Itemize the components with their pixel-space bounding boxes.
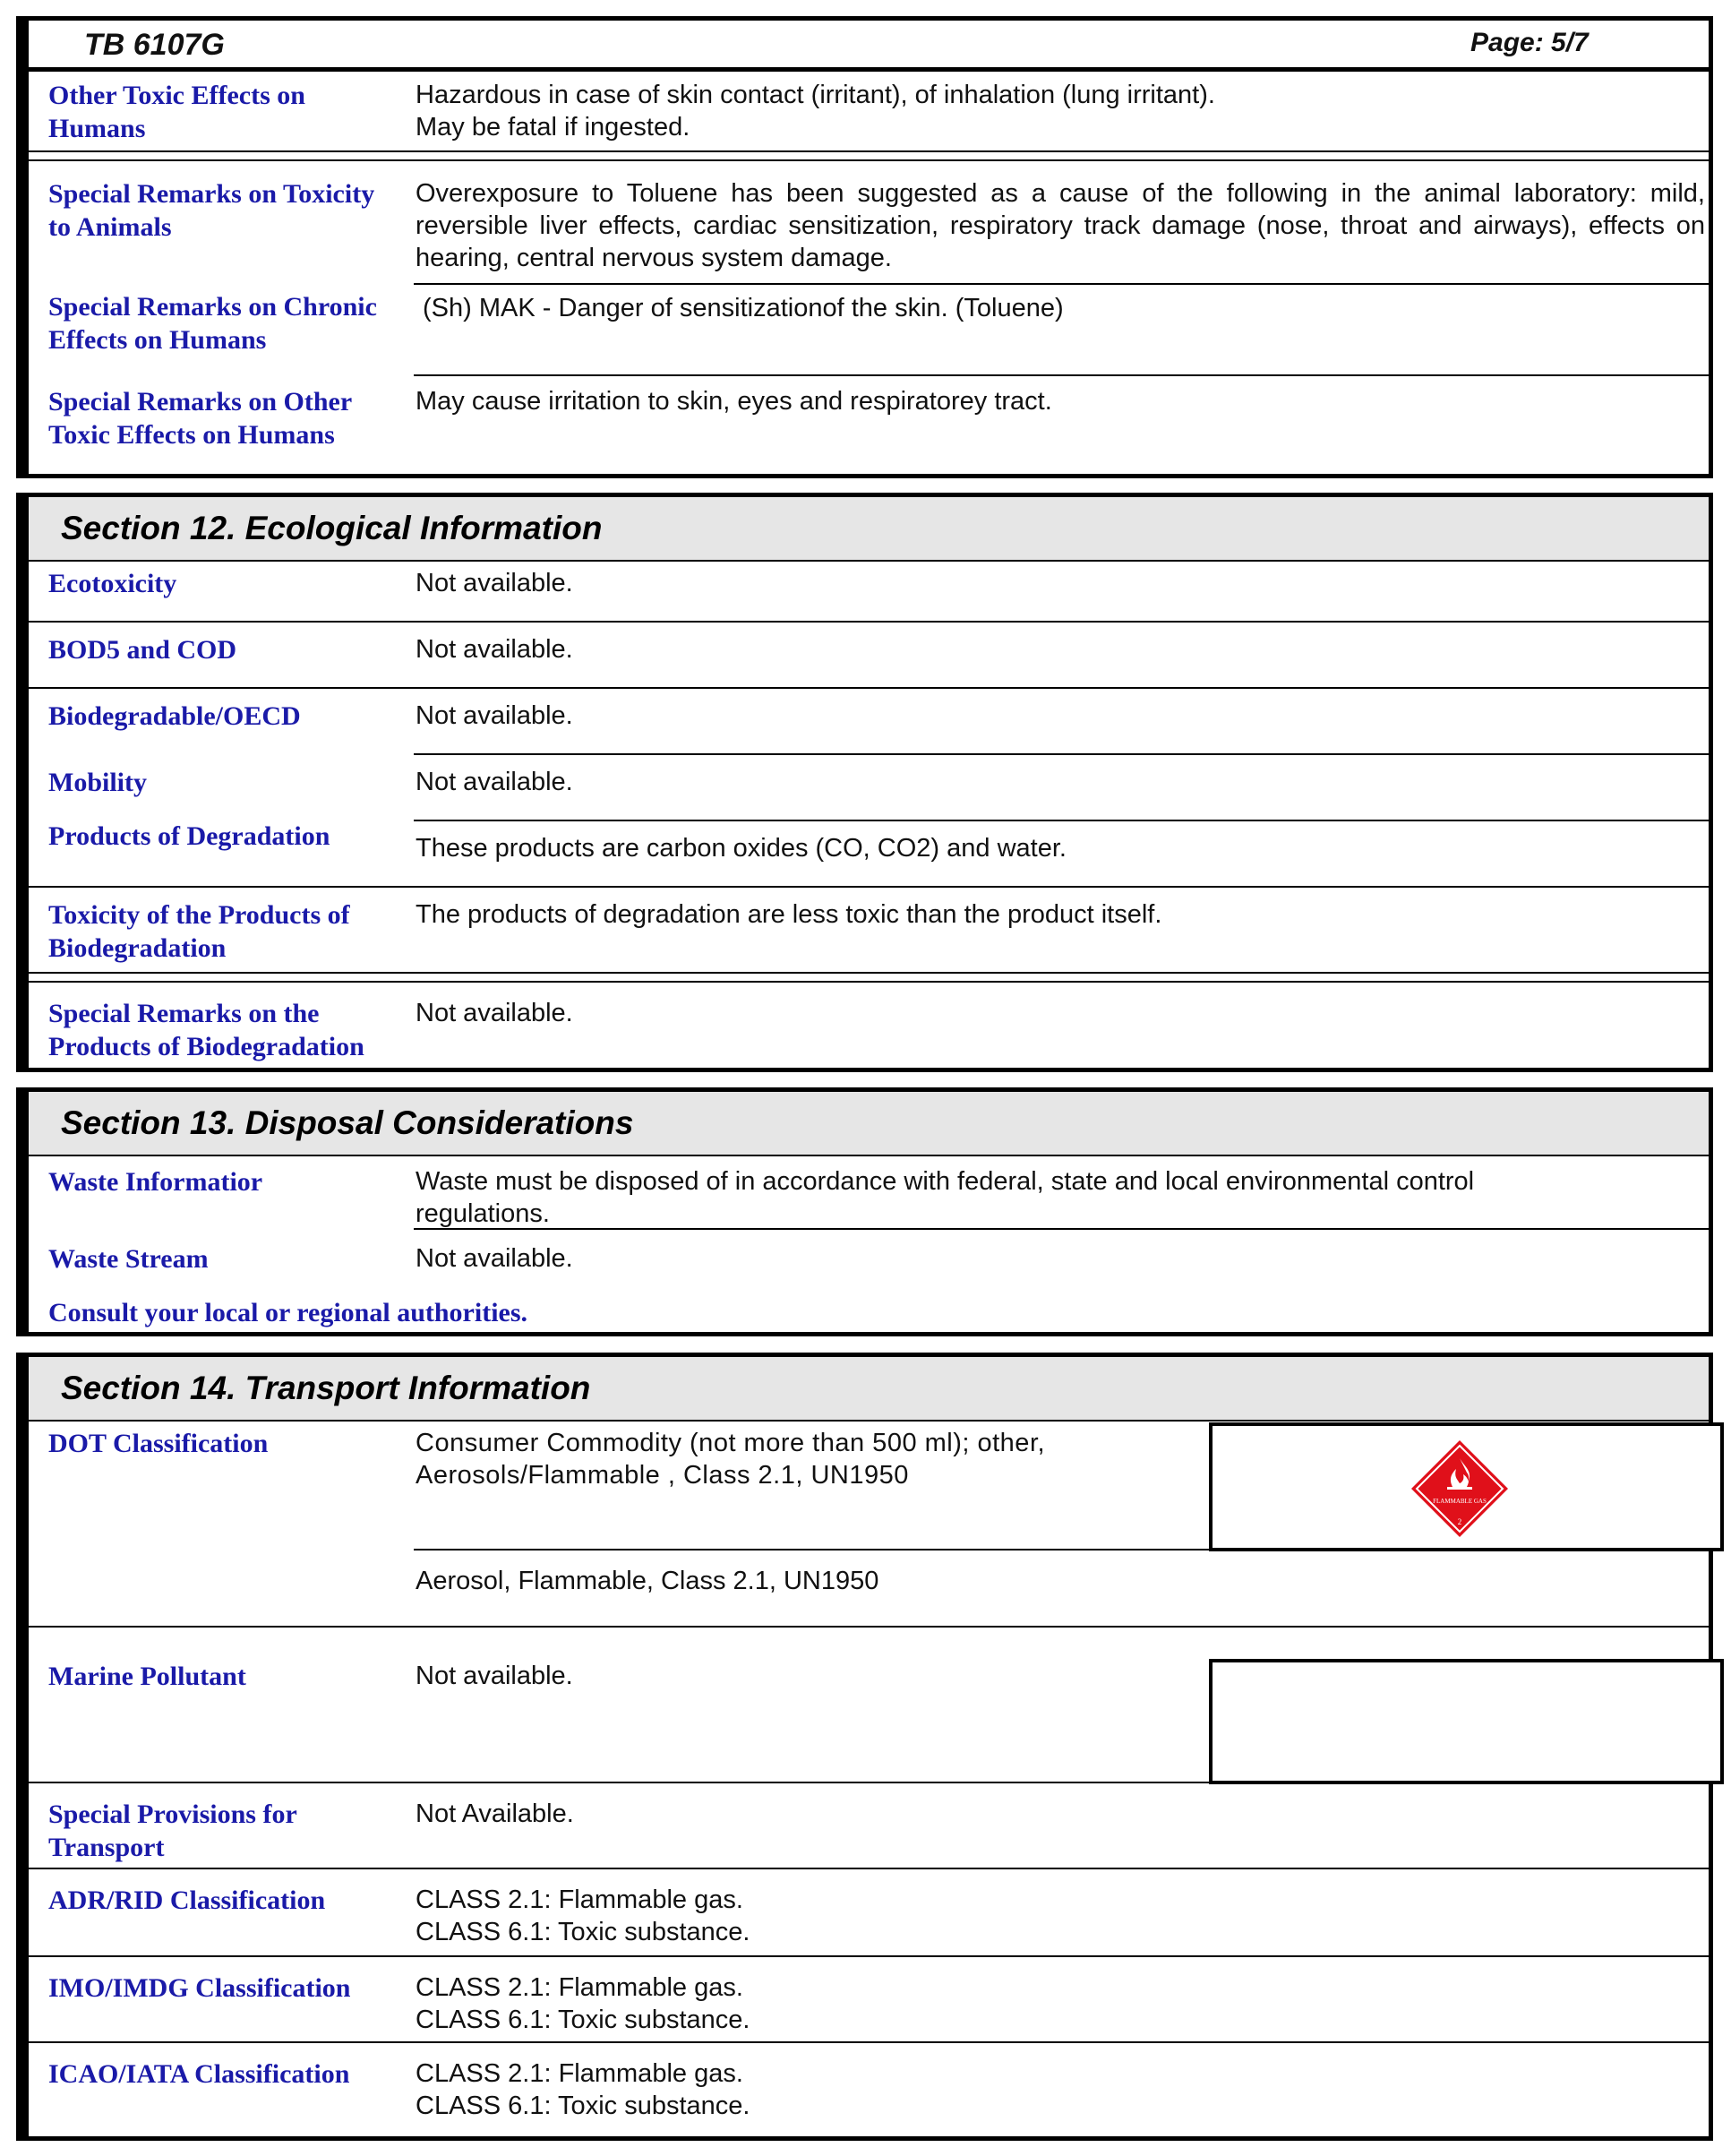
placard-class: 2 [1457,1517,1462,1526]
biodegradation-toxicity-value: The products of degradation are less toxic than the product itself. [416,900,1162,929]
page-header [16,16,1713,72]
degradation-products-value: These products are carbon oxides (CO, CO2) and water. [416,834,1067,863]
dot-classification-label: DOT Classification [48,1429,269,1458]
biodegradation-toxicity-label: Toxicity of the Products of Biodegradation [48,900,350,963]
chronic-effects-value: (Sh) MAK - Danger of sensitizationof the skin. (Toluene) [423,294,1064,322]
waste-stream-value: Not available. [416,1244,573,1273]
flammable-gas-placard-icon [1410,1439,1510,1539]
section-13 [16,1087,1713,1336]
toxicity-animals-value: Overexposure to Toluene has been suggested as a cause of the following in the animal laboratory: mild, reversible liver effects, cardiac sensitization, respiratory track damage (nose, throat and airways), effects on hearing, central nervous system damage. [416,179,1705,272]
divider [29,2041,1709,2043]
other-remarks-value: May cause irritation to skin, eyes and respiratorey tract. [416,387,1052,416]
special-provisions-value: Not Available. [416,1800,574,1828]
biodegradation-remarks-label: Special Remarks on the Products of Biodegradation [48,999,364,1061]
divider [29,886,1709,888]
divider [29,687,1709,689]
waste-stream-label: Waste Stream [48,1244,209,1274]
biodegradation-remarks-value: Not available. [416,999,573,1027]
page-number: Page: 5/7 [1470,28,1589,57]
divider [414,753,1709,755]
other-toxic-effects-label: Other Toxic Effects on Humans [48,81,305,143]
marine-pictogram-box [1209,1659,1724,1784]
biodegradable-label: Biodegradable/OECD [48,701,301,731]
section-title: Section 14. Transport Information [61,1370,591,1406]
ecotoxicity-label: Ecotoxicity [48,569,177,598]
divider [414,1228,1709,1230]
divider [29,1868,1709,1869]
imo-imdg-label: IMO/IMDG Classification [48,1973,351,2003]
toxicity-section [16,69,1713,478]
divider [29,150,1709,152]
flammable-gas-placard-svg [1410,1439,1510,1539]
divider [29,1626,1709,1628]
divider [29,1955,1709,1957]
mobility-value: Not available. [416,768,573,796]
section-header [29,1357,1709,1422]
bod5-cod-value: Not available. [416,635,573,664]
bod5-cod-label: BOD5 and COD [48,635,237,665]
waste-information-value: Waste must be disposed of in accordance with federal, state and local environmental control regulations. [416,1167,1475,1228]
section-header [29,497,1709,562]
toxicity-animals-label: Special Remarks on Toxicity to Animals [48,179,375,242]
section-title: Section 12. Ecological Information [61,510,603,546]
divider [29,972,1709,974]
divider [414,820,1709,821]
divider [29,621,1709,623]
imo-imdg-value: CLASS 2.1: Flammable gas. CLASS 6.1: Toxic substance. [416,1973,750,2034]
section-header [29,1092,1709,1156]
divider [414,283,1709,285]
divider [29,159,1709,161]
marine-pollutant-label: Marine Pollutant [48,1662,246,1691]
divider [29,981,1709,983]
dot-classification-value: Consumer Commodity (not more than 500 ml); other, Aerosols/Flammable , Class 2.1, UN1950 [416,1429,1046,1490]
biodegradable-value: Not available. [416,701,573,730]
adr-rid-value: CLASS 2.1: Flammable gas. CLASS 6.1: Toxic substance. [416,1885,750,1946]
icao-iata-value: CLASS 2.1: Flammable gas. CLASS 6.1: Toxic substance. [416,2059,750,2120]
section-title: Section 13. Disposal Considerations [61,1104,634,1141]
degradation-products-label: Products of Degradation [48,821,330,851]
special-provisions-label: Special Provisions for Transport [48,1800,297,1862]
consult-authorities-note: Consult your local or regional authorities. [48,1298,528,1327]
adr-rid-label: ADR/RID Classification [48,1885,326,1915]
other-toxic-effects-value: Hazardous in case of skin contact (irritant), of inhalation (lung irritant). May be fatal if ingested. [416,81,1215,142]
icao-iata-label: ICAO/IATA Classification [48,2059,350,2089]
marine-pollutant-value: Not available. [416,1662,573,1690]
dot-pictogram-box [1209,1422,1724,1551]
divider [414,374,1709,376]
divider [414,1549,1238,1550]
chronic-effects-label: Special Remarks on Chronic Effects on Humans [48,292,377,355]
doc-id: TB 6107G [84,28,225,62]
dot-classification-alt-value: Aerosol, Flammable, Class 2.1, UN1950 [416,1567,879,1595]
other-remarks-label: Special Remarks on Other Toxic Effects on Humans [48,387,353,450]
ecotoxicity-value: Not available. [416,569,573,597]
placard-text: FLAMMABLE GAS [1433,1498,1487,1505]
mobility-label: Mobility [48,768,147,797]
waste-information-label: Waste Informatior [48,1167,263,1197]
section-12 [16,493,1713,1072]
